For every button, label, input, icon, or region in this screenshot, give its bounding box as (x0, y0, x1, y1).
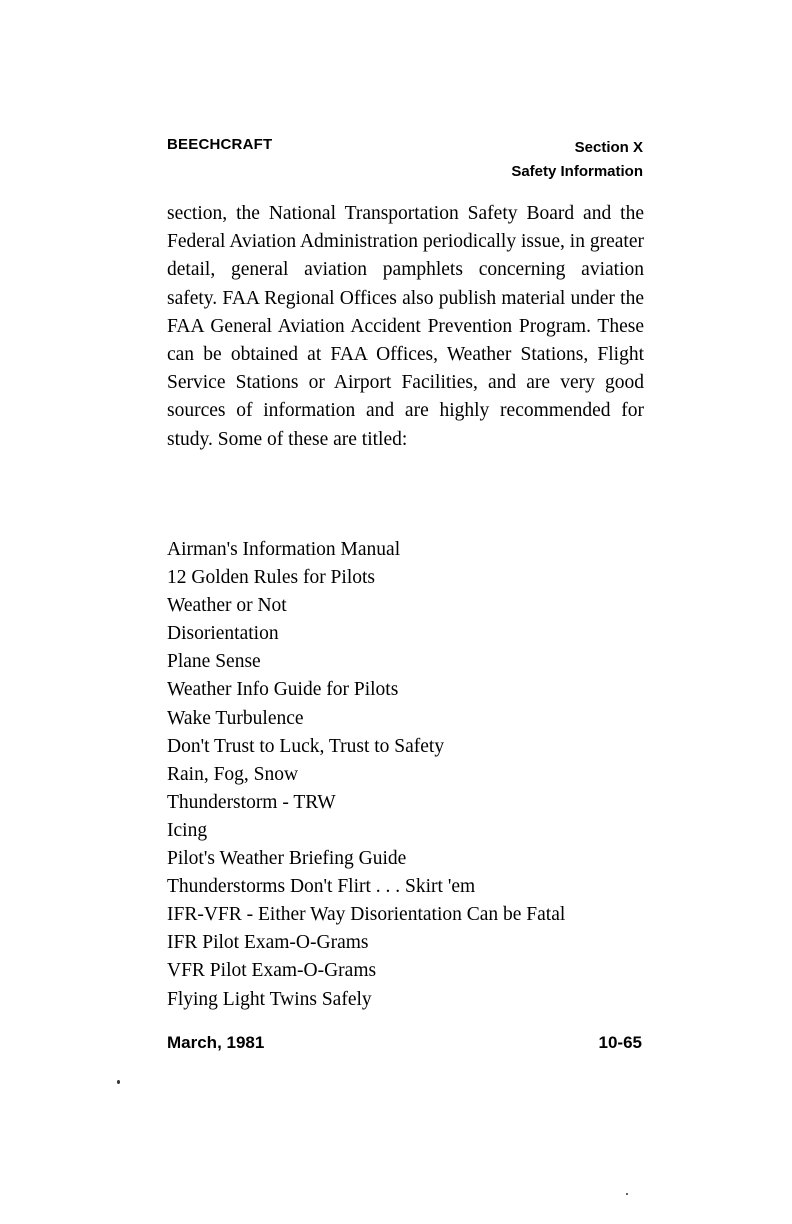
list-item: Wake Turbulence (167, 707, 304, 729)
list-item: Airman's Information Manual (167, 539, 401, 560)
list-item: 12 Golden Rules for Pilots (167, 567, 375, 589)
subsection-label: Safety Information (511, 163, 643, 180)
list-item: Flying Light Twins Safely (167, 988, 372, 1010)
pamphlet-title-list (167, 536, 565, 1014)
header-section (511, 136, 643, 184)
section-label: Section X (574, 139, 643, 156)
list-item: Weather or Not (167, 595, 287, 617)
list-item: Thunderstorms Don't Flirt . . . Skirt 'em (167, 876, 476, 898)
list-item: IFR Pilot Exam-O-Grams (167, 932, 369, 954)
list-item: Pilot's Weather Briefing Guide (167, 848, 407, 870)
list-item: Disorientation (167, 623, 279, 645)
footer-date: March, 1981 (167, 1033, 265, 1052)
footer-page-number: 10-65 (598, 1033, 642, 1052)
list-item: Weather Info Guide for Pilots (167, 679, 399, 701)
list-item: Icing (167, 819, 208, 841)
list-item: IFR-VFR - Either Way Disorientation Can be Fatal (167, 904, 566, 926)
body-paragraph: section, the National Transportation Safety Board and the Federal Aviation Administration periodically issue, in greater detail, general aviation pamphlets concerning aviation safety. FAA Regional Offices also publish material under the FAA General Aviation Accident Prevention Program. These can be obtained at FAA Offices, Weather Stations, Flight Service Stations or Airport Facilities, and are very good sources of information and are highly recommended for study. Some of these are titled: (167, 203, 644, 450)
header-brand: BEECHCRAFT (167, 136, 273, 153)
list-item: Thunderstorm - TRW (167, 791, 336, 813)
list-item: Don't Trust to Luck, Trust to Safety (167, 735, 445, 757)
list-item: VFR Pilot Exam-O-Grams (167, 960, 377, 982)
scan-speck (117, 1080, 120, 1084)
list-item: Plane Sense (167, 651, 261, 673)
list-item: Rain, Fog, Snow (167, 763, 299, 785)
scan-speck (626, 1193, 628, 1195)
